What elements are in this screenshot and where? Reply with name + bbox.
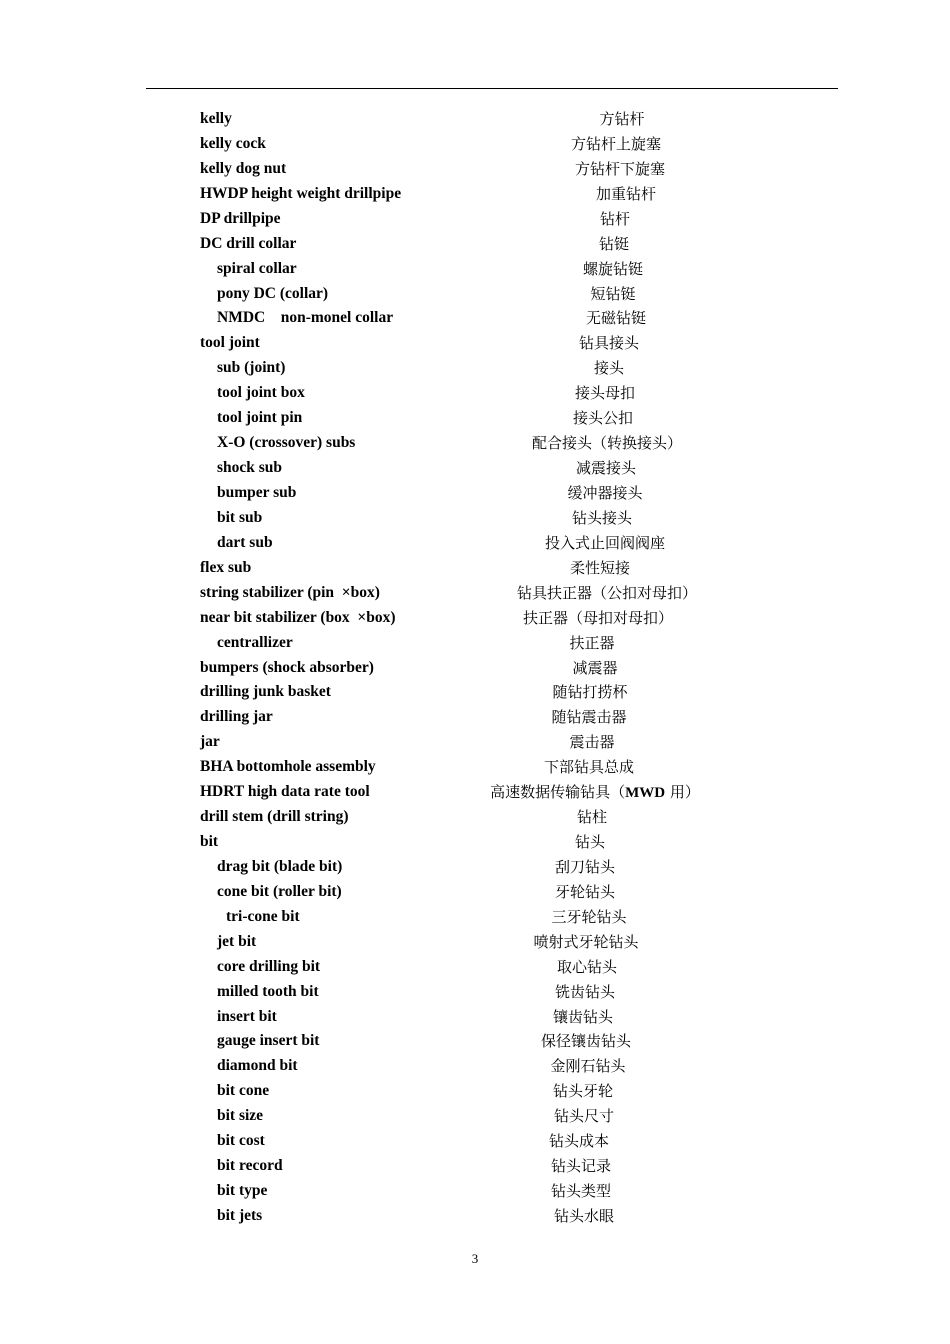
glossary-translation: 钻柱 bbox=[576, 808, 608, 826]
glossary-translation: 钻头成本 bbox=[548, 1132, 610, 1151]
glossary-translation: 铣齿钻头 bbox=[554, 982, 616, 1001]
glossary-term: centrallizer bbox=[217, 633, 293, 651]
glossary-translation: 钻头记录 bbox=[550, 1157, 612, 1176]
glossary-term: BHA bottomhole assembly bbox=[200, 758, 376, 776]
glossary-translation: 方钻杆上旋塞 bbox=[570, 134, 662, 153]
glossary-translation: 高速数据传输钻具（MWD 用） bbox=[490, 783, 700, 802]
glossary-term: drilling junk basket bbox=[200, 683, 331, 701]
glossary-translation: 减震器 bbox=[572, 658, 618, 677]
glossary-translation: 钻铤 bbox=[598, 234, 630, 253]
glossary-term: kelly bbox=[200, 110, 232, 127]
glossary-term: HDRT high data rate tool bbox=[200, 783, 370, 801]
glossary-term: diamond bit bbox=[217, 1057, 298, 1075]
glossary-term: bit bbox=[200, 833, 219, 850]
glossary-term: insert bit bbox=[217, 1007, 277, 1025]
glossary-term: tri-cone bit bbox=[226, 907, 300, 925]
glossary-term: bit type bbox=[217, 1182, 268, 1199]
glossary-translation: 螺旋钻铤 bbox=[582, 259, 644, 278]
glossary-term: bit size bbox=[217, 1107, 264, 1125]
glossary-translation: 钻具接头 bbox=[578, 334, 640, 353]
glossary-translation: 牙轮钻头 bbox=[554, 882, 616, 901]
glossary-term: spiral collar bbox=[217, 259, 297, 277]
glossary-term: kelly cock bbox=[200, 134, 266, 152]
glossary-term: tool joint box bbox=[217, 384, 305, 402]
glossary-term: near bit stabilizer (box ×box) bbox=[200, 608, 396, 626]
glossary-term: tool joint pin bbox=[217, 409, 303, 427]
glossary-term: NMDC non-monel collar bbox=[217, 309, 394, 327]
glossary-term: DP drillpipe bbox=[200, 209, 281, 227]
glossary-translation: 钻头尺寸 bbox=[553, 1107, 615, 1126]
glossary-term: bit cost bbox=[217, 1132, 265, 1150]
glossary-translation: 取心钻头 bbox=[556, 957, 618, 976]
glossary-translation: 接头 bbox=[593, 359, 625, 378]
glossary-translation: 钻杆 bbox=[599, 209, 631, 228]
glossary-translation: 钻头接头 bbox=[571, 508, 633, 527]
glossary-translation: 方钻杆 bbox=[599, 110, 645, 128]
glossary-translation: 随钻打捞杯 bbox=[552, 683, 628, 702]
glossary-translation: 无磁钻铤 bbox=[585, 309, 647, 328]
glossary-term: bit jets bbox=[217, 1206, 263, 1224]
glossary-translation: 镶齿钻头 bbox=[552, 1007, 614, 1026]
glossary-translation: 随钻震击器 bbox=[551, 708, 627, 727]
glossary-translation: 保径镶齿钻头 bbox=[540, 1032, 632, 1051]
glossary-translation: 柔性短接 bbox=[569, 558, 631, 577]
glossary-term: drilling jar bbox=[200, 708, 273, 726]
glossary-translation: 震击器 bbox=[569, 733, 615, 752]
glossary-term: cone bit (roller bit) bbox=[217, 882, 342, 900]
glossary-term: bit cone bbox=[217, 1082, 270, 1100]
glossary-term: core drilling bit bbox=[217, 957, 321, 975]
glossary-term: pony DC (collar) bbox=[217, 284, 329, 302]
glossary-translation: 接头公扣 bbox=[572, 409, 634, 428]
glossary-term: string stabilizer (pin ×box) bbox=[200, 583, 380, 601]
glossary-translation: 钻头牙轮 bbox=[552, 1082, 614, 1101]
glossary-translation: 扶正器（母扣对母扣） bbox=[522, 608, 674, 627]
glossary-term: bit sub bbox=[217, 508, 263, 526]
glossary-term: bumper sub bbox=[217, 483, 297, 501]
glossary-translation: 缓冲器接头 bbox=[567, 483, 643, 502]
glossary-term: gauge insert bit bbox=[217, 1032, 320, 1050]
glossary-translation: 扶正器 bbox=[569, 633, 615, 652]
page-number: 3 bbox=[471, 1251, 479, 1266]
glossary-term: milled tooth bit bbox=[217, 982, 319, 1000]
glossary-term: HWDP height weight drillpipe bbox=[200, 184, 402, 202]
glossary-translation: 钻具扶正器（公扣对母扣） bbox=[516, 583, 698, 602]
glossary-term: kelly dog nut bbox=[200, 159, 287, 177]
glossary-translation: 三牙轮钻头 bbox=[551, 907, 627, 926]
glossary-term: DC drill collar bbox=[200, 234, 297, 252]
glossary-translation: 下部钻具总成 bbox=[543, 758, 635, 777]
glossary-term: X-O (crossover) subs bbox=[217, 434, 356, 452]
glossary-translation: 配合接头（转换接头） bbox=[531, 434, 683, 453]
glossary-term: tool joint bbox=[200, 334, 260, 352]
glossary-term: jar bbox=[200, 733, 220, 751]
glossary-translation: 减震接头 bbox=[575, 459, 637, 477]
glossary-term: dart sub bbox=[217, 533, 273, 551]
glossary-translation: 喷射式牙轮钻头 bbox=[533, 932, 639, 951]
glossary-translation: 短钻铤 bbox=[590, 284, 636, 303]
glossary-translation: 刮刀钻头 bbox=[554, 857, 616, 876]
glossary-translation: 钻头 bbox=[574, 833, 606, 851]
glossary-term: shock sub bbox=[217, 459, 283, 476]
glossary-translation: 钻头水眼 bbox=[553, 1206, 615, 1225]
glossary-translation: 方钻杆下旋塞 bbox=[574, 159, 666, 178]
glossary-translation: 加重钻杆 bbox=[595, 184, 657, 203]
glossary-term: bit record bbox=[217, 1157, 283, 1175]
glossary-term: bumpers (shock absorber) bbox=[200, 658, 374, 676]
glossary-term: jet bit bbox=[217, 932, 257, 950]
glossary-term: drag bit (blade bit) bbox=[217, 857, 343, 875]
glossary-term: sub (joint) bbox=[217, 359, 286, 377]
glossary-translation: 接头母扣 bbox=[574, 384, 636, 403]
glossary-term: flex sub bbox=[200, 558, 252, 576]
glossary-term: drill stem (drill string) bbox=[200, 808, 349, 825]
glossary-translation: 投入式止回阀阀座 bbox=[544, 533, 666, 552]
glossary-translation: 金刚石钻头 bbox=[550, 1057, 626, 1076]
glossary-translation: 钻头类型 bbox=[550, 1182, 612, 1200]
